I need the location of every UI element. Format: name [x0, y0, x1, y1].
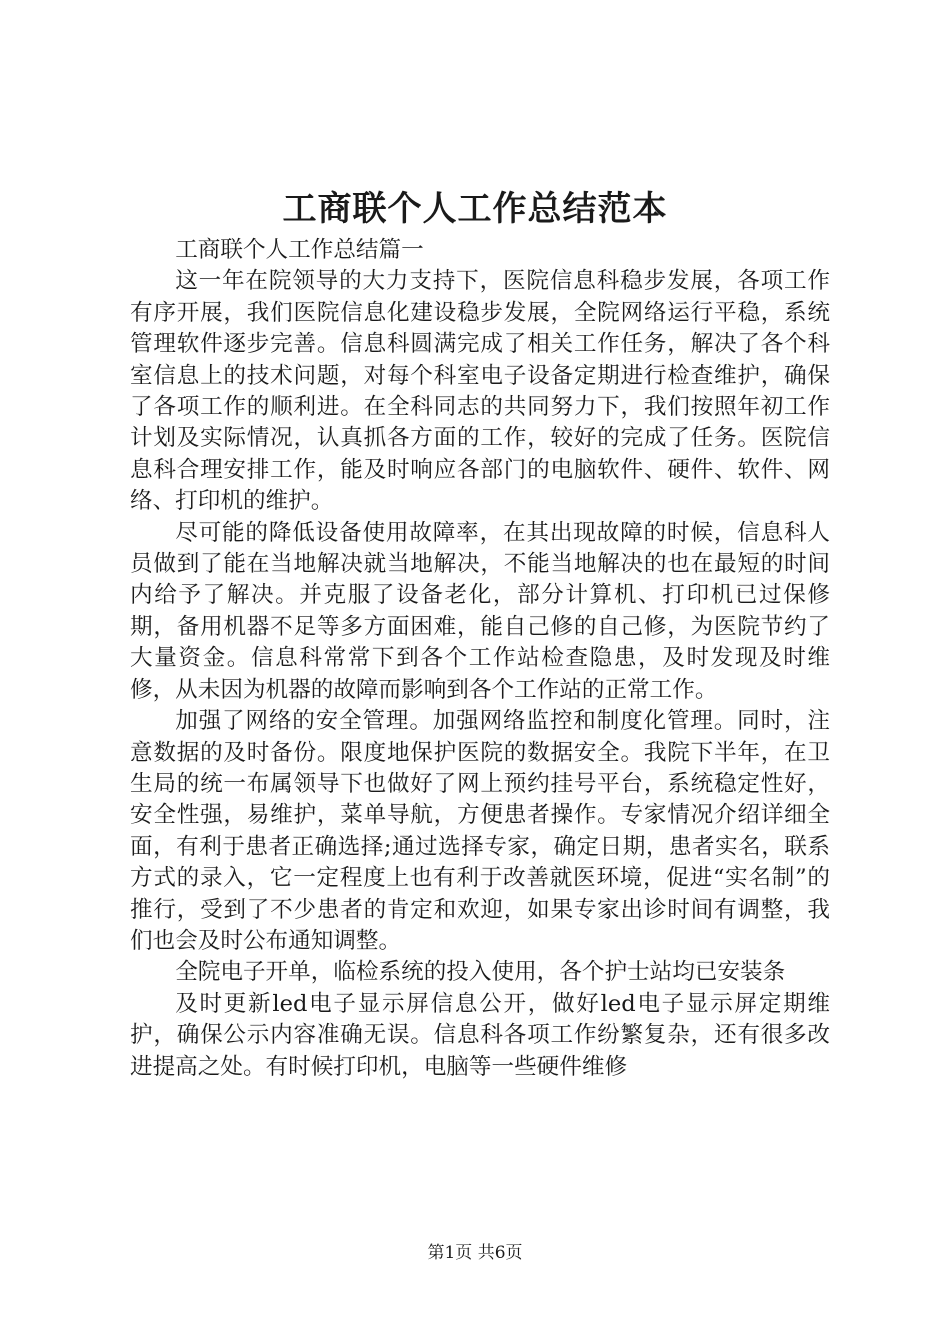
- page-footer: 第1页 共6页: [427, 1243, 523, 1263]
- paragraph-1: 这一年在院领导的大力支持下，医院信息科稳步发展，各项工作有序开展，我们医院信息化建设稳步发展，全院网络运行平稳，系统管理软件逐步完善。信息科圆满完成了相关工作任务，解决了各个科室信息上的技术问题，对每个科室电子设备定期进行检查维护，确保了各项工作的顺利进。在全科同志的共同努力下，我们按照年初工作计划及实际情况，认真抓各方面的工作，较好的完成了任务。医院信息科合理安排工作，能及时响应各部门的电脑软件、硬件、软件、网络、打印机的维护。: [130, 268, 830, 515]
- paragraph-3: 加强了网络的安全管理。加强网络监控和制度化管理。同时，注意数据的及时备份。限度地保护医院的数据安全。我院下半年，在卫生局的统一布属领导下也做好了网上预约挂号平台，系统稳定性好，安全性强，易维护，菜单导航，方便患者操作。专家情况介绍详细全面，有利于患者正确选择;通过选择专家，确定日期，患者实名，联系方式的录入，它一定程度上也有利于改善就医环境，促进“实名制”的推行，受到了不少患者的肯定和欢迎，如果专家出诊时间有调整，我们也会及时公布通知调整。: [130, 708, 830, 954]
- document-title: 工商联个人工作总结范本: [282, 189, 668, 229]
- section-heading: 工商联个人工作总结篇一: [175, 237, 424, 263]
- paragraph-5: 及时更新led电子显示屏信息公开，做好led电子显示屏定期维护，确保公示内容准确无误。信息科各项工作纷繁复杂，还有很多改进提高之处。有时候打印机，电脑等一些硬件维修: [130, 990, 830, 1080]
- document-body: [130, 235, 830, 1083]
- paragraph-2: 尽可能的降低设备使用故障率，在其出现故障的时候，信息科人员做到了能在当地解决就当地解决，不能当地解决的也在最短的时间内给予了解决。并克服了设备老化，部分计算机、打印机已过保修期，备用机器不足等多方面困难，能自己修的自己修，为医院节约了大量资金。信息科常常下到各个工作站检查隐患，及时发现及时维修，从未因为机器的故障而影响到各个工作站的正常工作。: [130, 519, 830, 703]
- paragraph-4: 全院电子开单，临检系统的投入使用，各个护士站均已安装条: [175, 959, 786, 986]
